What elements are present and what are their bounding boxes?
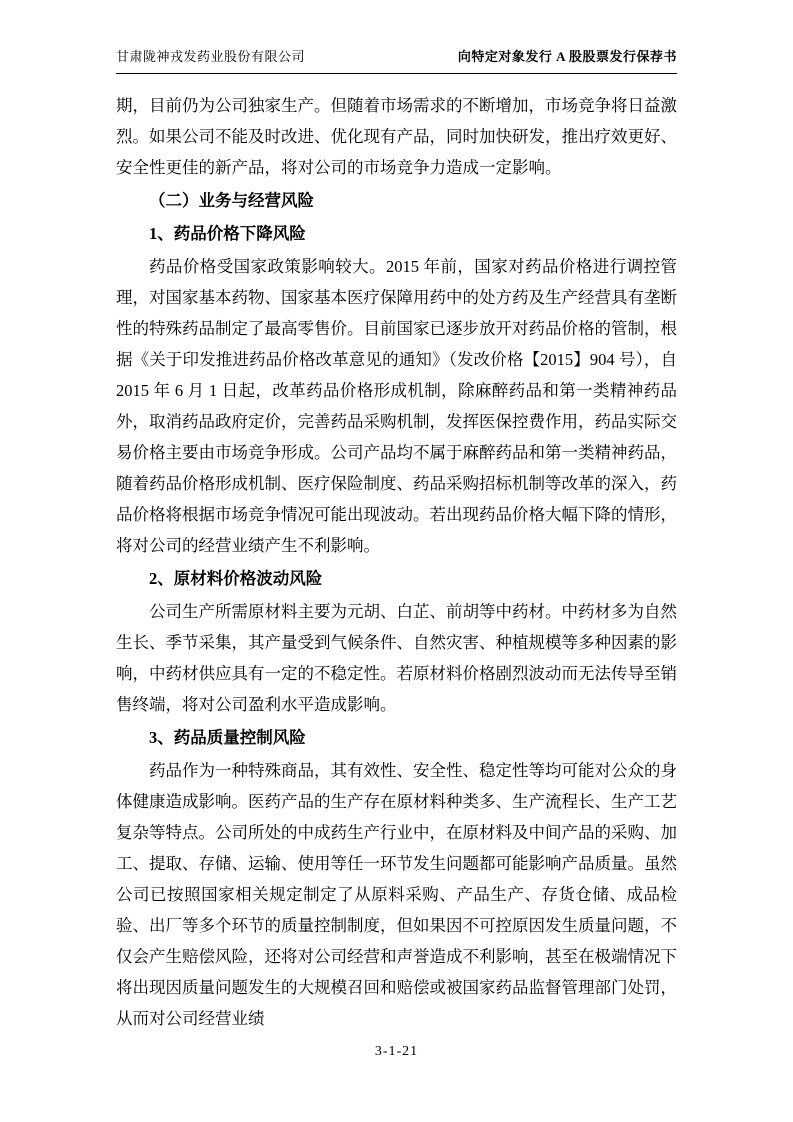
paragraph-quality-control-risk: 药品作为一种特殊商品，其有效性、安全性、稳定性等均可能对公众的身体健康造成影响。医药产品的生产存在原材料种类多、生产流程长、生产工艺复杂等特点。公司所处的中成药生产行业中，在原材料及中间产品的采购、加工、提取、存储、运输、使用等任一环节发生问题都可能影响产品质量。虽然公司已按照国家相关规定制定了从原料采购、产品生产、存货仓储、成品检验、出厂等多个环节的质量控制制度，但如果因不可控原因发生质量问题，不仅会产生赔偿风险，还将对公司经营和声誉造成不利影响，甚至在极端情况下将出现因质量问题发生的大规模召回和赔偿或被国家药品监督管理部门处罚，从而对公司经营业绩 [116,761,677,1028]
header-company-name: 甘肃陇神戎发药业股份有限公司 [116,49,306,64]
header-document-title: 向特定对象发行 A 股股票发行保荐书 [457,49,677,64]
subsection-heading-quality-control-risk: 3、药品质量控制风险 [149,728,306,747]
page-number: 3-1-21 [374,1044,419,1059]
paragraph-raw-material-price-risk: 公司生产所需原材料主要为元胡、白芷、前胡等中药材。中药材多为自然生长、季节采集，其产量受到气候条件、自然灾害、种植规模等多种因素的影响，中药材供应具有一定的不稳定性。若原材料价格剧烈波动而无法传导至销售终端，将对公司盈利水平造成影响。 [116,602,677,714]
subsection-heading-price-decline-risk: 1、药品价格下降风险 [149,224,306,243]
page-header [116,48,677,74]
page-footer [0,1044,793,1060]
document-body [116,90,677,1034]
subsection-heading-raw-material-price-risk: 2、原材料价格波动风险 [149,569,323,588]
paragraph-continued: 期，目前仍为公司独家生产。但随着市场需求的不断增加，市场竞争将日益激烈。如果公司不能及时改进、优化现有产品，同时加快研发，推出疗效更好、安全性更佳的新产品，将对公司的市场竞争力造成一定影响。 [116,96,677,177]
section-heading-business-operation-risk: （二）业务与经营风险 [149,191,314,210]
paragraph-price-decline-risk: 药品价格受国家政策影响较大。2015 年前，国家对药品价格进行调控管理，对国家基本药物、国家基本医疗保障用药中的处方药及生产经营具有垄断性的特殊药品制定了最高零售价。目前国家已逐步放开对药品价格的管制，根据《关于印发推进药品价格改革意见的通知》（发改价格【2015】904 号），自 2015 年 6 月 1 日起，改革药品价格形成机制，除麻醉药品和第一类精神药品外，取消药品政府定价，完善药品采购机制，发挥医保控费作用，药品实际交易价格主要由市场竞争形成。公司产品均不属于麻醉药品和第一类精神药品，随着药品价格形成机制、医疗保险制度、药品采购招标机制等改革的深入，药品价格将根据市场竞争情况可能出现波动。若出现药品价格大幅下降的情形，将对公司的经营业绩产生不利影响。 [116,257,677,555]
